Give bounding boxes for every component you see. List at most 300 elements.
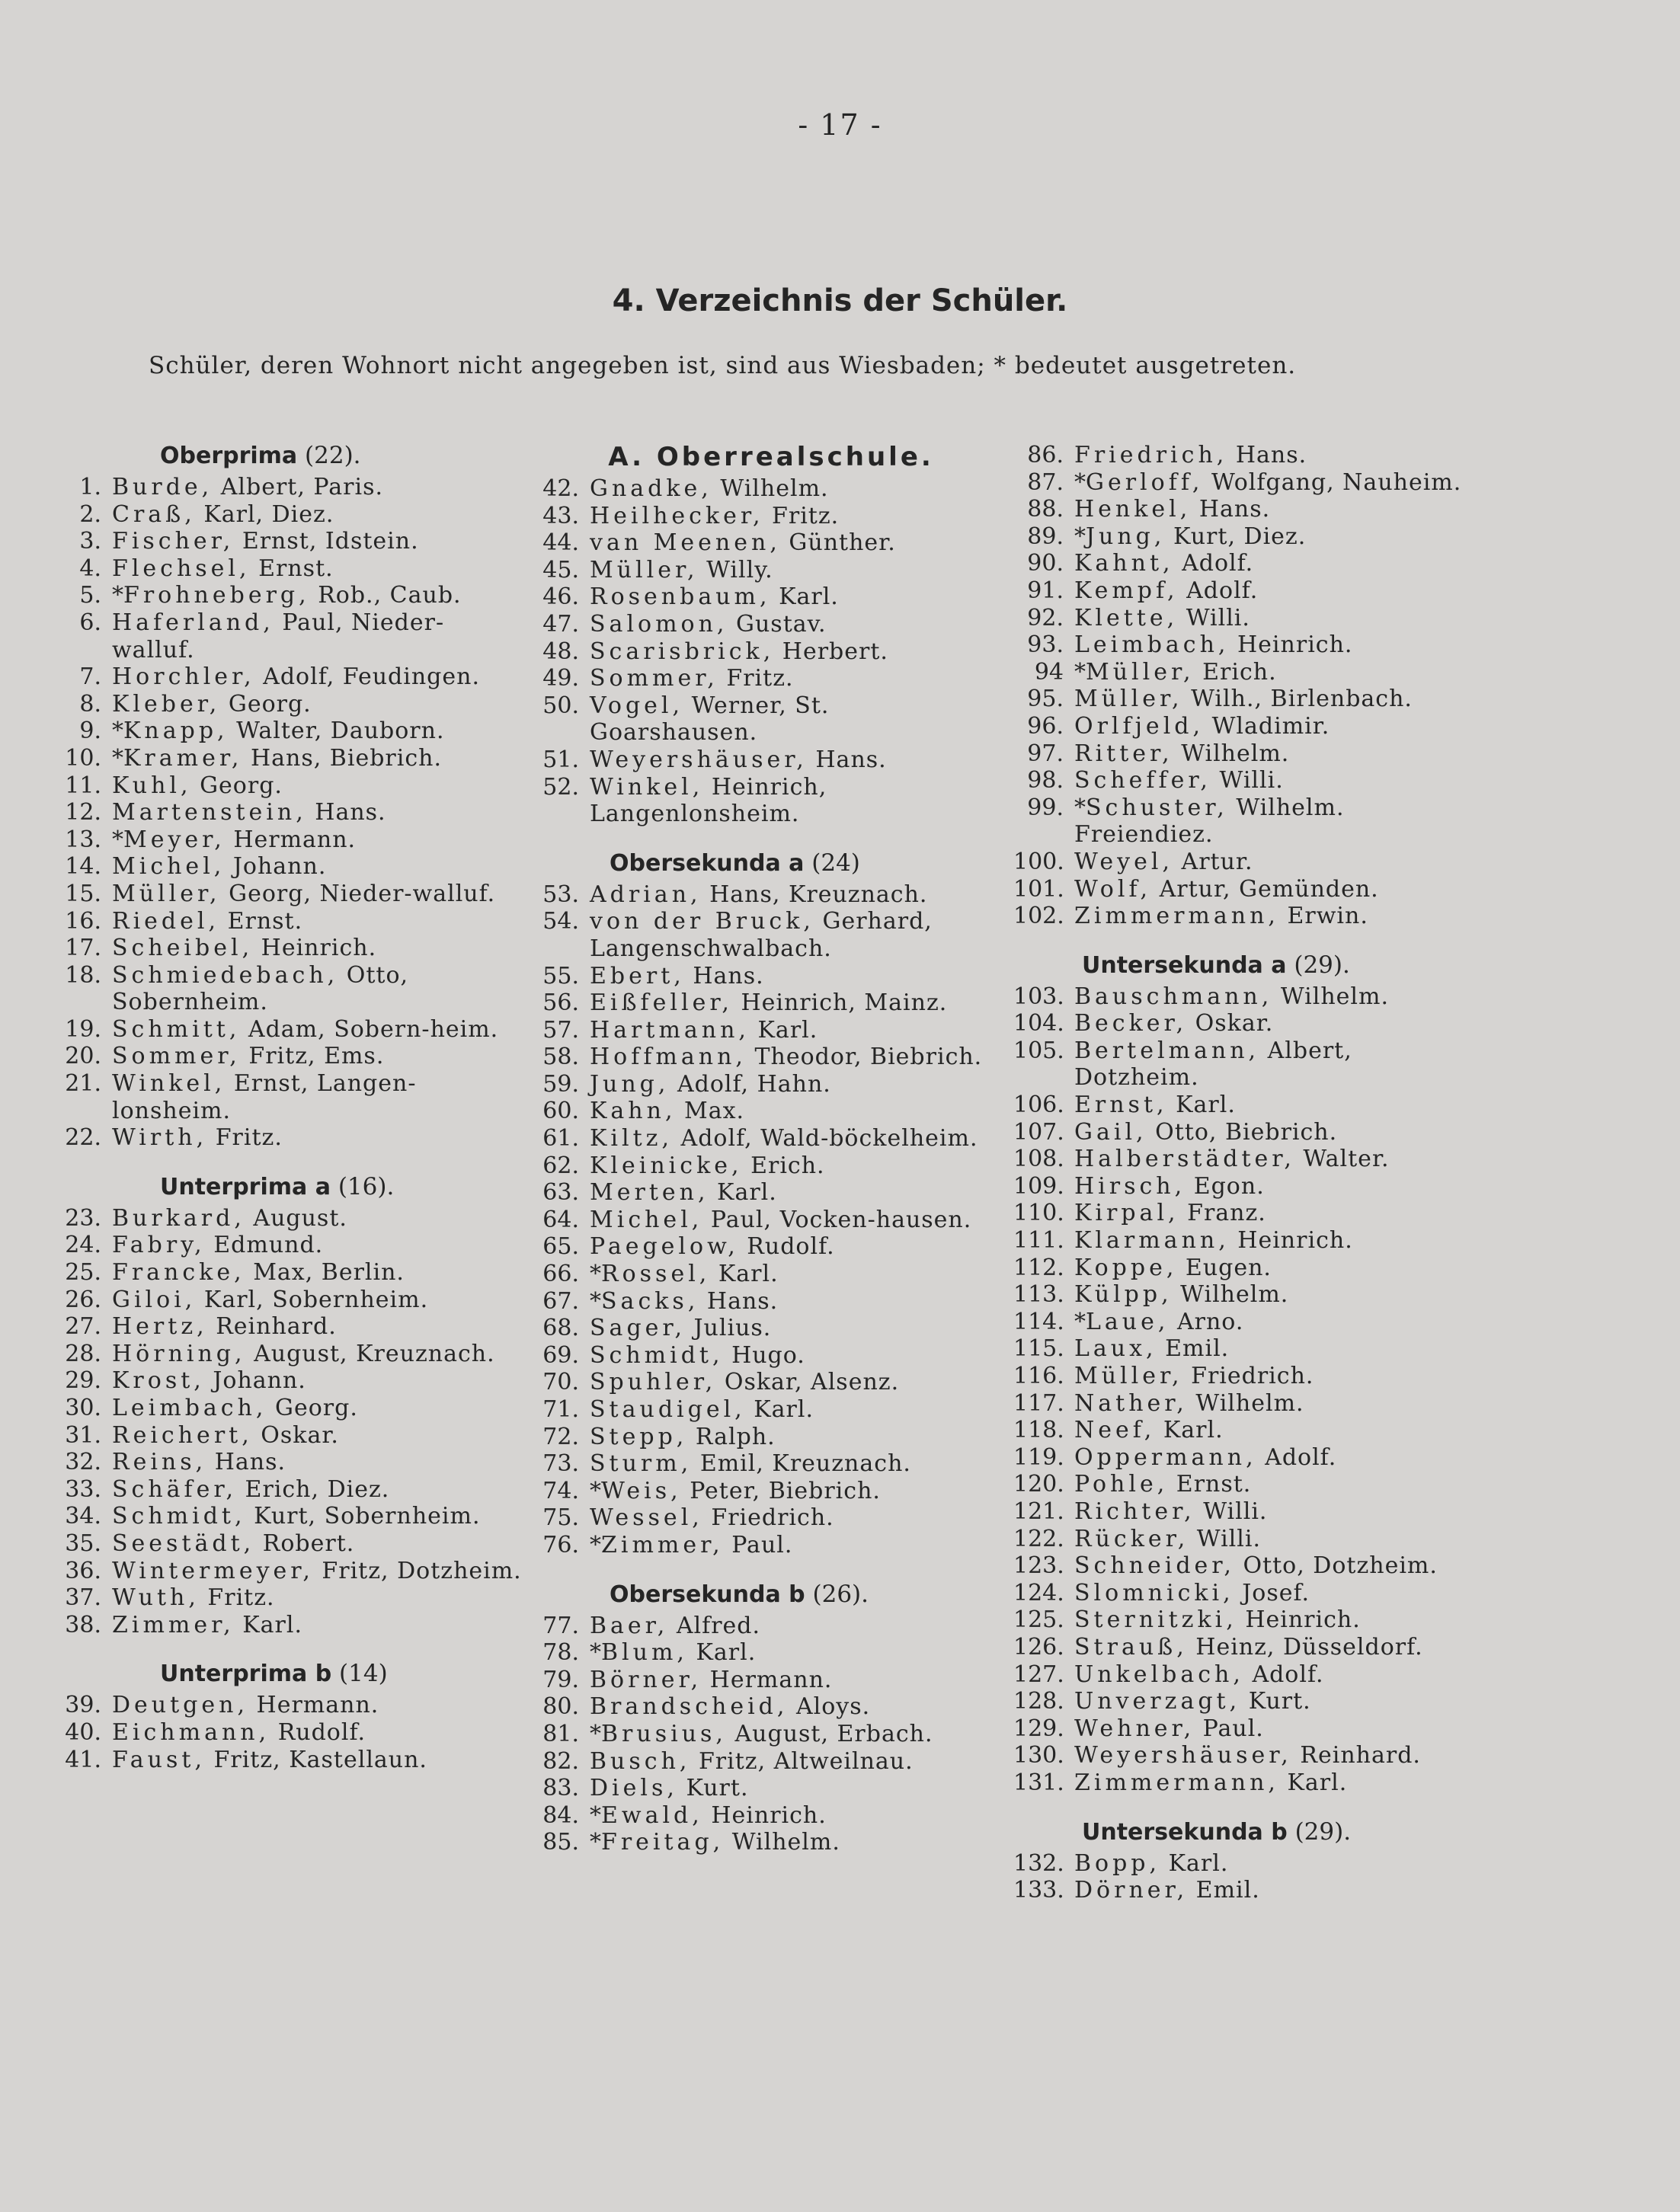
- student-name: [1074, 605, 1470, 632]
- student-details: Heinrich, Mainz.: [741, 989, 948, 1017]
- student-surname: Scheffer,: [1074, 767, 1211, 794]
- student-number: 28.: [65, 1340, 101, 1367]
- student-entry: [1013, 686, 1470, 713]
- student-number: 65.: [542, 1233, 579, 1261]
- student-details: August.: [253, 1204, 347, 1232]
- student-number: 24.: [65, 1232, 101, 1259]
- student-name: [112, 853, 522, 881]
- student-details: Emil.: [1165, 1335, 1230, 1363]
- student-number: 81.: [542, 1720, 579, 1747]
- student-entry: [1013, 523, 1470, 551]
- student-entry: [1013, 1200, 1470, 1227]
- student-number: 31.: [65, 1421, 101, 1449]
- student-number: 8.: [79, 690, 101, 718]
- student-name: [590, 1233, 1000, 1261]
- student-surname: Salomon,: [590, 610, 728, 638]
- student-name: [590, 1667, 1000, 1694]
- student-name: [590, 557, 1000, 584]
- student-name: [112, 1205, 522, 1232]
- student-details: Karl, Sobernheim.: [203, 1286, 429, 1313]
- student-name: [590, 1098, 1000, 1125]
- student-details: Ernst, Idstein.: [242, 528, 419, 555]
- student-details: Karl.: [779, 583, 839, 611]
- student-surname: Ernst,: [1074, 1092, 1168, 1119]
- student-name: [112, 1719, 522, 1747]
- student-entry: [65, 935, 522, 962]
- student-details: Reinhard.: [1300, 1742, 1421, 1769]
- student-entry: [542, 1044, 1000, 1071]
- student-details: Artur.: [1181, 848, 1253, 875]
- student-surname: Michel,: [590, 1206, 703, 1233]
- student-name: [590, 881, 1000, 909]
- student-surname: Winkel,: [112, 1070, 226, 1098]
- student-number: 92.: [1027, 604, 1064, 631]
- student-surname: Zimmer,: [112, 1611, 235, 1638]
- student-surname: Schneider,: [1074, 1552, 1235, 1580]
- student-number: 20.: [65, 1043, 101, 1070]
- student-details: Max, Berlin.: [253, 1259, 405, 1287]
- class-heading: [1013, 1818, 1470, 1846]
- student-name: [590, 611, 1000, 638]
- student-details: Heinrich.: [1237, 631, 1353, 659]
- student-surname: Ewald,: [601, 1801, 703, 1829]
- student-surname: Bertelmann,: [1074, 1037, 1260, 1064]
- student-entry: [542, 1532, 1000, 1559]
- class-name: Obersekunda a: [610, 849, 805, 877]
- student-surname: Börner,: [590, 1666, 702, 1693]
- student-details: Erich.: [1202, 658, 1277, 686]
- student-name: [112, 1395, 522, 1422]
- student-entry: [542, 638, 1000, 666]
- student-entry: [542, 1207, 1000, 1234]
- student-number: 116.: [1013, 1363, 1064, 1389]
- student-name: [112, 582, 522, 609]
- left-school-marker: *: [1074, 468, 1086, 496]
- student-details: Fritz, Altweilnau.: [698, 1747, 914, 1775]
- student-details: Hugo.: [731, 1341, 805, 1369]
- student-name: [112, 962, 522, 1016]
- student-entry: [65, 1503, 522, 1530]
- student-entry: [65, 826, 522, 854]
- student-number: 41.: [65, 1746, 101, 1773]
- student-number: 37.: [65, 1584, 101, 1612]
- student-name: [590, 1424, 1000, 1451]
- student-details: Rudolf.: [277, 1718, 366, 1746]
- student-entry: [542, 1396, 1000, 1424]
- student-name: [1074, 849, 1470, 876]
- student-name: [1074, 713, 1470, 740]
- student-number: 11.: [65, 772, 101, 799]
- student-number: 87.: [1027, 468, 1064, 496]
- student-entry: [1013, 496, 1470, 523]
- student-name: [1074, 876, 1470, 903]
- student-number: 54.: [542, 908, 579, 935]
- student-surname: Michel,: [112, 853, 226, 881]
- student-entry: [65, 772, 522, 800]
- column-3: [1013, 442, 1470, 1926]
- student-surname: Haferland,: [112, 609, 274, 636]
- student-details: Willi.: [1196, 1525, 1262, 1552]
- student-number: 25.: [65, 1259, 101, 1287]
- student-surname: Merten,: [590, 1179, 709, 1207]
- student-surname: Leimbach,: [1074, 631, 1230, 659]
- student-name: [1074, 794, 1470, 849]
- student-number: 82.: [542, 1747, 579, 1775]
- student-entry: [1013, 740, 1470, 768]
- student-number: 75.: [542, 1504, 579, 1532]
- student-number: 15.: [65, 880, 101, 907]
- student-number: 44.: [542, 529, 579, 557]
- intro-note: Schüler, deren Wohnort nicht angegeben ist, sind aus Wiesbaden; * bedeutet ausgetreten.: [149, 352, 1297, 379]
- student-number: 17.: [65, 935, 101, 962]
- student-name: [1074, 903, 1470, 930]
- class-name: Oberprima: [160, 443, 298, 469]
- student-number: 40.: [65, 1718, 101, 1746]
- student-entry: [65, 853, 522, 881]
- student-details: Friedrich.: [1191, 1363, 1314, 1389]
- student-entry: [542, 1233, 1000, 1261]
- left-school-marker: *: [590, 1261, 601, 1288]
- student-entry: [65, 1043, 522, 1070]
- student-surname: Neef,: [1074, 1417, 1156, 1444]
- left-school-marker: *: [112, 582, 123, 609]
- student-entry: [542, 1315, 1000, 1342]
- student-details: Hans, Kreuznach.: [709, 881, 928, 908]
- student-name: [590, 1532, 1000, 1559]
- student-details: Emil, Kreuznach.: [699, 1450, 911, 1478]
- student-surname: Baer,: [590, 1612, 669, 1639]
- student-details: Werner, St. Goarshausen.: [590, 692, 830, 746]
- student-number: 18.: [65, 961, 101, 989]
- student-number: 32.: [65, 1449, 101, 1476]
- student-entry: [65, 555, 522, 583]
- student-details: Georg.: [228, 690, 312, 718]
- student-entry: [65, 1232, 522, 1259]
- student-details: Artur, Gemünden.: [1159, 875, 1379, 903]
- student-name: [590, 1478, 1000, 1505]
- left-school-marker: *: [1074, 1308, 1086, 1335]
- student-surname: Scarisbrick,: [590, 638, 775, 665]
- student-entry: [1013, 1335, 1470, 1363]
- student-surname: Stepp,: [590, 1423, 688, 1450]
- student-number: 45.: [542, 556, 579, 583]
- student-surname: Müller,: [112, 880, 221, 907]
- student-name: [1074, 631, 1470, 659]
- student-details: Friedrich.: [711, 1504, 834, 1532]
- student-surname: Klarmann,: [1074, 1227, 1230, 1255]
- student-surname: Flechsel,: [112, 555, 251, 582]
- student-details: Karl.: [1163, 1417, 1224, 1444]
- student-surname: Müller,: [1074, 1363, 1183, 1389]
- student-details: Karl.: [1168, 1849, 1229, 1877]
- student-name: [590, 908, 1000, 962]
- student-surname: Busch,: [590, 1747, 691, 1775]
- student-details: Wilhelm.: [1181, 740, 1290, 767]
- student-entry: [65, 1016, 522, 1044]
- student-surname: Schmiedebach,: [112, 961, 339, 989]
- student-details: Theodor, Biebrich.: [754, 1044, 983, 1071]
- student-name: [112, 1503, 522, 1530]
- student-surname: Kahnt,: [1074, 550, 1174, 577]
- student-name: [590, 503, 1000, 530]
- student-number: 29.: [65, 1367, 101, 1395]
- student-name: [1074, 1037, 1470, 1092]
- student-name: [1074, 1390, 1470, 1418]
- student-surname: Laux,: [1074, 1335, 1157, 1363]
- student-surname: Winkel,: [590, 773, 704, 801]
- left-school-marker: *: [590, 1639, 601, 1667]
- student-number: 12.: [65, 799, 101, 826]
- student-surname: Gnadke,: [590, 475, 712, 502]
- student-name: [112, 1612, 522, 1639]
- student-name: [112, 1584, 522, 1612]
- class-heading: [65, 1173, 522, 1200]
- student-number: 9.: [79, 718, 101, 745]
- student-details: Willy.: [706, 556, 773, 583]
- left-school-marker: *: [590, 1829, 601, 1856]
- student-details: Alfred.: [676, 1612, 761, 1639]
- column-1: [65, 442, 522, 1795]
- student-name: [1074, 1200, 1470, 1227]
- student-surname: Richter,: [1074, 1498, 1195, 1525]
- student-entry: [542, 746, 1000, 774]
- class-group: [1013, 442, 1470, 930]
- student-details: Adolf.: [1186, 577, 1259, 604]
- student-name: [590, 1504, 1000, 1532]
- student-surname: Fischer,: [112, 528, 235, 555]
- student-details: Franz.: [1187, 1200, 1266, 1227]
- student-surname: Hörning,: [112, 1340, 246, 1367]
- student-details: Emil.: [1195, 1877, 1260, 1904]
- student-name: [1074, 1634, 1470, 1661]
- student-number: 131.: [1013, 1769, 1064, 1796]
- student-name: [1074, 469, 1470, 497]
- student-entry: [65, 718, 522, 745]
- student-surname: Sacks,: [601, 1287, 699, 1315]
- student-surname: Hartmann,: [590, 1016, 750, 1044]
- student-details: Willi.: [1186, 604, 1250, 631]
- student-entry: [65, 1719, 522, 1747]
- student-name: [590, 665, 1000, 692]
- student-number: 16.: [65, 907, 101, 935]
- student-details: Albert, Paris.: [220, 474, 384, 500]
- student-number: 58.: [542, 1044, 579, 1071]
- student-entry: [1013, 631, 1470, 659]
- student-entry: [65, 501, 522, 529]
- student-entry: [1013, 713, 1470, 740]
- student-details: Max.: [684, 1098, 745, 1125]
- student-details: Hans.: [315, 799, 386, 826]
- student-entry: [1013, 550, 1470, 577]
- student-entry: [542, 1667, 1000, 1694]
- student-surname: Reichert,: [112, 1421, 253, 1449]
- student-surname: Wuth,: [112, 1584, 200, 1612]
- student-surname: Meyer,: [123, 826, 226, 853]
- student-entry: [1013, 1092, 1470, 1119]
- student-details: Heinz, Düsseldorf.: [1195, 1633, 1423, 1661]
- student-surname: Rossel,: [601, 1261, 711, 1288]
- student-surname: Laue,: [1086, 1308, 1170, 1335]
- student-entry: [65, 1367, 522, 1395]
- left-school-marker: *: [590, 1801, 601, 1829]
- student-details: Kurt, Diez.: [1173, 523, 1307, 550]
- student-number: 105.: [1013, 1037, 1064, 1064]
- student-entry: [1013, 876, 1470, 903]
- student-number: 33.: [65, 1475, 101, 1503]
- student-number: 63.: [542, 1179, 579, 1207]
- student-name: [112, 1747, 522, 1774]
- student-name: [112, 772, 522, 800]
- student-entry: [1013, 1634, 1470, 1661]
- student-number: 71.: [542, 1396, 579, 1423]
- student-details: Josef.: [1242, 1579, 1310, 1606]
- student-surname: Knapp,: [123, 718, 229, 745]
- class-heading: [65, 1660, 522, 1687]
- student-number: 86.: [1027, 442, 1064, 468]
- student-surname: Wintermeyer,: [112, 1557, 314, 1584]
- student-details: Gerhard, Langenschwalbach.: [590, 908, 933, 962]
- student-details: Paul, Nieder-walluf.: [112, 609, 445, 663]
- student-name: [112, 1367, 522, 1395]
- column-2: [542, 442, 1000, 1878]
- student-details: Karl.: [754, 1396, 814, 1423]
- student-number: 111.: [1013, 1227, 1064, 1255]
- student-surname: Wolf,: [1074, 875, 1152, 903]
- left-school-marker: *: [590, 1287, 601, 1315]
- student-details: August, Erbach.: [734, 1720, 933, 1747]
- student-surname: Schäfer,: [112, 1475, 237, 1503]
- student-details: Heinrich.: [711, 1801, 827, 1829]
- student-details: Walter, Dauborn.: [236, 718, 445, 745]
- student-details: Karl, Diez.: [203, 500, 334, 528]
- student-entry: [1013, 1309, 1470, 1336]
- student-name: [590, 1044, 1000, 1071]
- student-name: [590, 1207, 1000, 1234]
- class-count: (14): [339, 1660, 388, 1688]
- student-name: [112, 1287, 522, 1314]
- student-name: [590, 1748, 1000, 1776]
- student-details: Rudolf.: [747, 1233, 835, 1261]
- class-heading: [542, 849, 1000, 877]
- student-details: Johann.: [232, 853, 327, 881]
- student-entry: [542, 1450, 1000, 1478]
- left-school-marker: *: [590, 1477, 601, 1504]
- student-surname: Sturm,: [590, 1450, 693, 1478]
- student-surname: Sommer,: [112, 1043, 241, 1070]
- student-name: [112, 528, 522, 555]
- student-name: [1074, 1363, 1470, 1390]
- student-details: Erich, Diez.: [245, 1475, 390, 1503]
- student-name: [1074, 1877, 1470, 1904]
- student-entry: [1013, 1606, 1470, 1634]
- student-name: [1074, 1281, 1470, 1309]
- left-school-marker: *: [590, 1720, 601, 1747]
- student-name: [112, 745, 522, 772]
- student-name: [112, 1070, 522, 1124]
- student-surname: Fabry,: [112, 1232, 206, 1259]
- student-entry: [1013, 1742, 1470, 1769]
- student-details: Wilhelm.: [1280, 983, 1389, 1010]
- student-details: Adolf, Wald-böckelheim.: [680, 1125, 978, 1152]
- student-surname: Dörner,: [1074, 1877, 1189, 1904]
- student-entry: [1013, 1173, 1470, 1200]
- student-name: [590, 1179, 1000, 1207]
- student-surname: Ebert,: [590, 962, 685, 989]
- student-entry: [65, 1395, 522, 1422]
- student-details: Fritz.: [772, 502, 840, 529]
- student-entry: [542, 1071, 1000, 1098]
- student-surname: Wehner,: [1074, 1715, 1195, 1742]
- student-name: [1074, 1661, 1470, 1689]
- student-number: 126.: [1013, 1633, 1064, 1661]
- student-number: 49.: [542, 665, 579, 692]
- student-surname: Müller,: [590, 556, 699, 583]
- student-entry: [65, 1205, 522, 1232]
- student-number: 62.: [542, 1152, 579, 1179]
- student-number: 51.: [542, 746, 579, 773]
- student-details: Karl.: [1287, 1769, 1348, 1796]
- student-number: 118.: [1013, 1417, 1064, 1444]
- student-entry: [65, 962, 522, 1016]
- student-number: 64.: [542, 1206, 579, 1233]
- student-number: 107.: [1013, 1118, 1064, 1146]
- student-details: Heinrich, Langenlonsheim.: [590, 773, 827, 828]
- student-entry: [1013, 1769, 1470, 1797]
- student-surname: Klette,: [1074, 604, 1179, 631]
- student-surname: Schmidt,: [112, 1503, 246, 1530]
- student-details: Karl.: [717, 1179, 777, 1207]
- student-entry: [542, 1152, 1000, 1180]
- student-number: 104.: [1013, 1010, 1064, 1037]
- student-details: Georg.: [200, 772, 283, 799]
- student-number: 6.: [79, 609, 101, 636]
- student-number: 56.: [542, 989, 579, 1017]
- student-number: 74.: [542, 1477, 579, 1504]
- student-surname: Wirth,: [112, 1124, 208, 1152]
- student-surname: Unverzagt,: [1074, 1688, 1241, 1715]
- student-surname: Sommer,: [590, 665, 718, 692]
- student-surname: Müller,: [1086, 658, 1195, 686]
- student-number: 94: [1034, 658, 1064, 686]
- student-surname: Rücker,: [1074, 1525, 1189, 1552]
- student-name: [112, 1232, 522, 1259]
- student-number: 91.: [1027, 577, 1064, 604]
- student-entry: [65, 528, 522, 555]
- student-surname: Jung,: [590, 1070, 670, 1098]
- student-number: 19.: [65, 1015, 101, 1043]
- student-details: Hans.: [214, 1449, 286, 1476]
- student-details: Reinhard.: [216, 1313, 337, 1341]
- student-number: 57.: [542, 1016, 579, 1044]
- student-entry: [542, 908, 1000, 962]
- class-group: [542, 475, 1000, 828]
- student-number: 115.: [1013, 1335, 1064, 1363]
- student-name: [112, 1043, 522, 1070]
- student-number: 52.: [542, 773, 579, 801]
- student-details: Kurt.: [686, 1775, 749, 1802]
- student-number: 101.: [1013, 875, 1064, 903]
- student-number: 46.: [542, 583, 579, 611]
- student-entry: [65, 908, 522, 935]
- student-details: Hermann.: [233, 826, 357, 853]
- student-name: [1074, 983, 1470, 1011]
- student-name: [1074, 1606, 1470, 1634]
- student-entry: [542, 1369, 1000, 1396]
- student-entry: [1013, 1146, 1470, 1173]
- student-entry: [1013, 1227, 1470, 1255]
- student-name: [112, 1124, 522, 1152]
- class-group: [65, 442, 522, 1152]
